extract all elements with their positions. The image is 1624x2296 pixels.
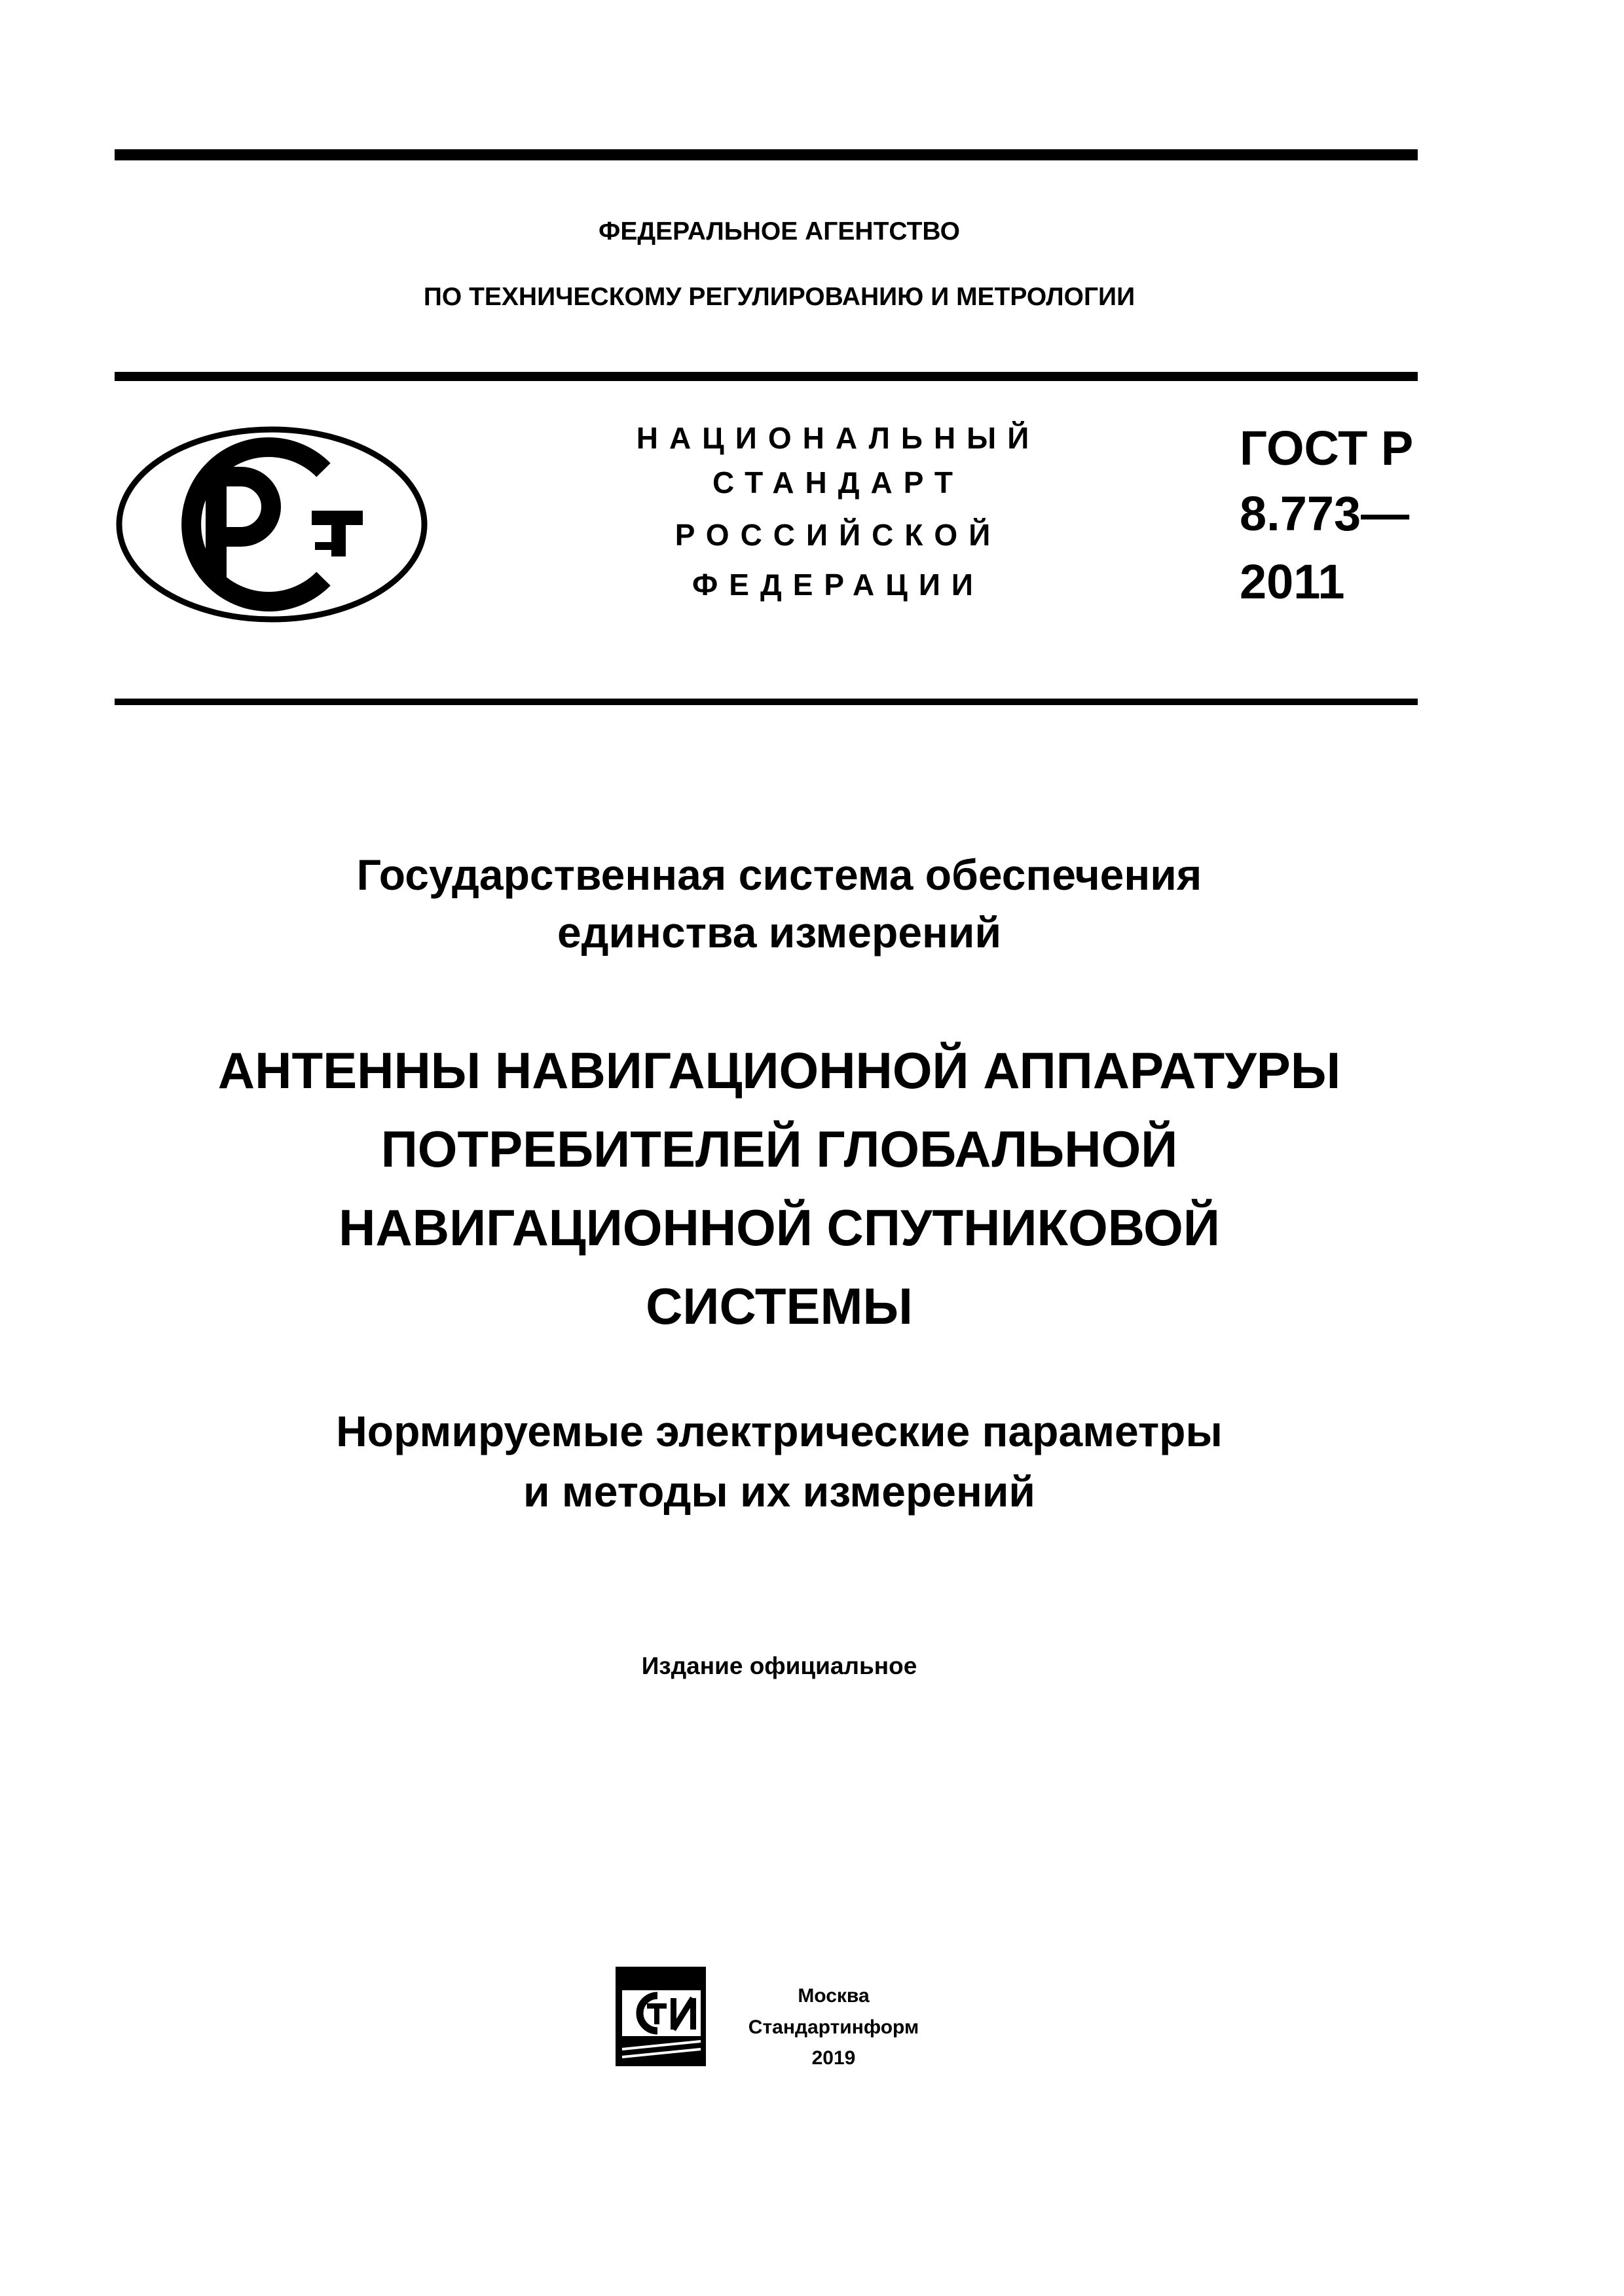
national-standard-line-2: СТАНДАРТ (712, 465, 964, 500)
agency-name-line-1: ФЕДЕРАЛЬНОЕ АГЕНТСТВО (599, 217, 960, 246)
national-standard-line-3: РОССИЙСКОЙ (674, 518, 1002, 552)
series-title-line-2: единства измерений (557, 908, 1002, 957)
standard-designation-line-1: ГОСТ Р (1240, 421, 1414, 475)
publisher-city: Москва (798, 1985, 870, 2007)
header-rule (115, 372, 1418, 381)
header-bottom-rule (115, 699, 1418, 705)
document-subtitle-line-2: и методы их измерений (523, 1467, 1035, 1516)
agency-name-line-2: ПО ТЕХНИЧЕСКОМУ РЕГУЛИРОВАНИЮ И МЕТРОЛОГИИ (423, 283, 1135, 311)
document-subtitle-line-1: Нормируемые электрические параметры (336, 1407, 1223, 1455)
document-title-line-4: СИСТЕМЫ (646, 1277, 913, 1335)
document-title-line-2: ПОТРЕБИТЕЛЕЙ ГЛОБАЛЬНОЙ (380, 1120, 1178, 1178)
top-rule (115, 149, 1418, 160)
national-standard-line-4: ФЕДЕРАЦИИ (692, 568, 984, 602)
standard-designation-line-2: 8.773— (1240, 486, 1410, 541)
document-title-line-3: НАВИГАЦИОННОЙ СПУТНИКОВОЙ (339, 1199, 1220, 1256)
edition-note: Издание официальное (641, 1652, 917, 1679)
publication-year: 2019 (811, 2047, 856, 2069)
standard-designation-line-3: 2011 (1240, 555, 1345, 609)
standartinform-logo-icon (613, 1964, 709, 2069)
document-title-line-1: АНТЕННЫ НАВИГАЦИОННОЙ АППАРАТУРЫ (217, 1042, 1341, 1099)
national-standard-line-1: НАЦИОНАЛЬНЫЙ (636, 421, 1041, 455)
gost-r-logo-icon (115, 426, 428, 623)
publisher-name: Стандартинформ (748, 2016, 919, 2038)
series-title-line-1: Государственная система обеспечения (356, 850, 1202, 899)
